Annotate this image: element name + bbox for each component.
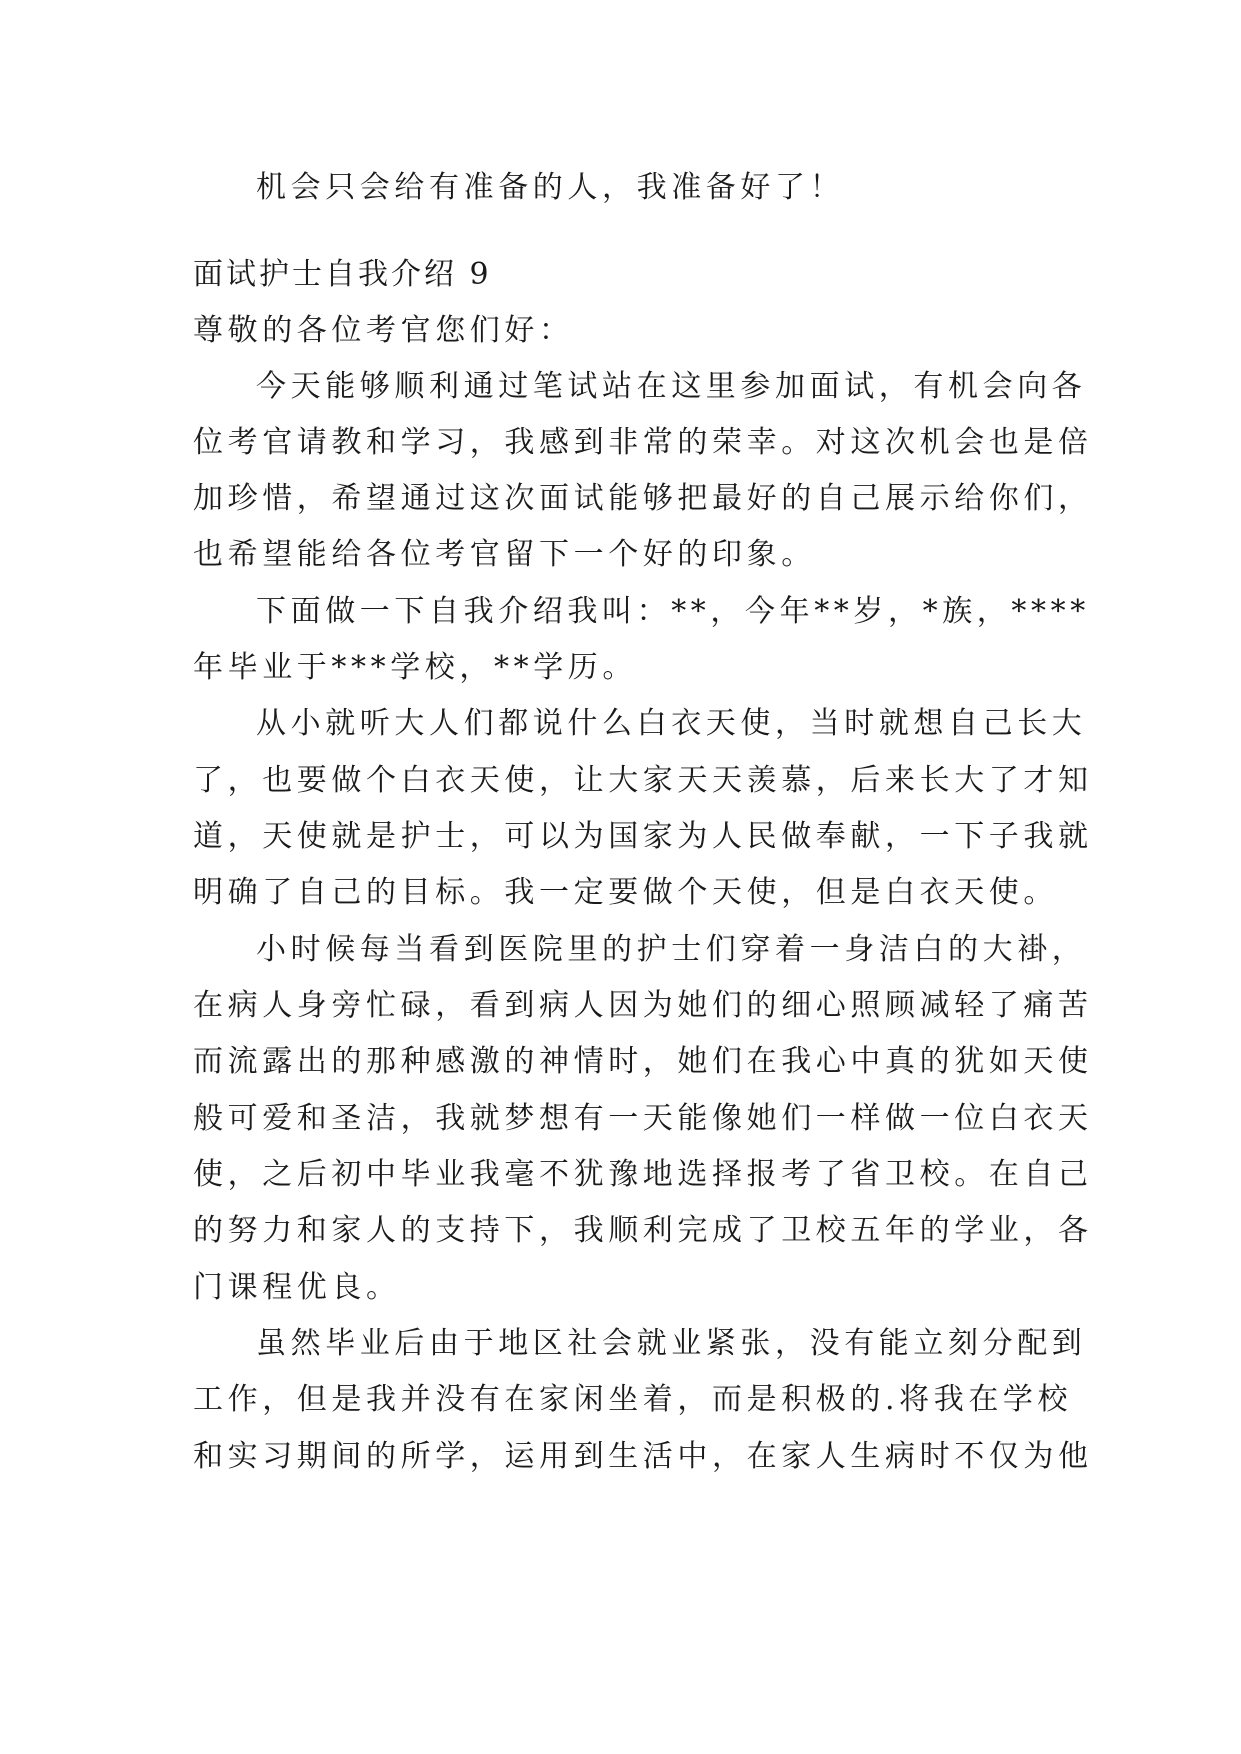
section-title: 面试护士自我介绍 9 xyxy=(193,257,492,292)
paragraph-line: 道，天使就是护士，可以为国家为人民做奉献，一下子我就 xyxy=(193,819,1093,854)
salutation: 尊敬的各位考官您们好： xyxy=(193,313,574,348)
paragraph-line: 今天能够顺利通过笔试站在这里参加面试，有机会向各 xyxy=(256,369,1087,404)
paragraph-line: 使，之后初中毕业我毫不犹豫地选择报考了省卫校。在自己 xyxy=(193,1157,1093,1192)
paragraph-line: 而流露出的那种感激的神情时，她们在我心中真的犹如天使 xyxy=(193,1044,1093,1079)
paragraph-line: 明确了自己的目标。我一定要做个天使，但是白衣天使。 xyxy=(193,875,1058,910)
paragraph-line: 位考官请教和学习，我感到非常的荣幸。对这次机会也是倍 xyxy=(193,425,1093,460)
paragraph-line: 虽然毕业后由于地区社会就业紧张，没有能立刻分配到 xyxy=(256,1326,1087,1361)
paragraph-line: 下面做一下自我介绍我叫：**，今年**岁，*族，**** xyxy=(256,594,1090,629)
paragraph-line: 般可爱和圣洁，我就梦想有一天能像她们一样做一位白衣天 xyxy=(193,1101,1093,1136)
paragraph-line: 也希望能给各位考官留下一个好的印象。 xyxy=(193,537,816,572)
paragraph-line: 工作，但是我并没有在家闲坐着，而是积极的.将我在学校 xyxy=(193,1382,1073,1417)
paragraph-line: 和实习期间的所学，运用到生活中，在家人生病时不仅为他 xyxy=(193,1439,1093,1474)
paragraph-line: 加珍惜，希望通过这次面试能够把最好的自己展示给你们， xyxy=(193,481,1093,516)
paragraph-line: 在病人身旁忙碌，看到病人因为她们的细心照顾减轻了痛苦 xyxy=(193,988,1093,1023)
paragraph-line: 年毕业于***学校，**学历。 xyxy=(193,650,637,685)
paragraph-line: 了，也要做个白衣天使，让大家天天羡慕，后来长大了才知 xyxy=(193,763,1093,798)
closing-line: 机会只会给有准备的人，我准备好了！ xyxy=(256,170,845,205)
paragraph-line: 的努力和家人的支持下，我顺利完成了卫校五年的学业，各 xyxy=(193,1213,1093,1248)
paragraph-line: 从小就听大人们都说什么白衣天使，当时就想自己长大 xyxy=(256,706,1087,741)
paragraph-line: 小时候每当看到医院里的护士们穿着一身洁白的大褂， xyxy=(256,932,1087,967)
paragraph-line: 门课程优良。 xyxy=(193,1270,401,1305)
